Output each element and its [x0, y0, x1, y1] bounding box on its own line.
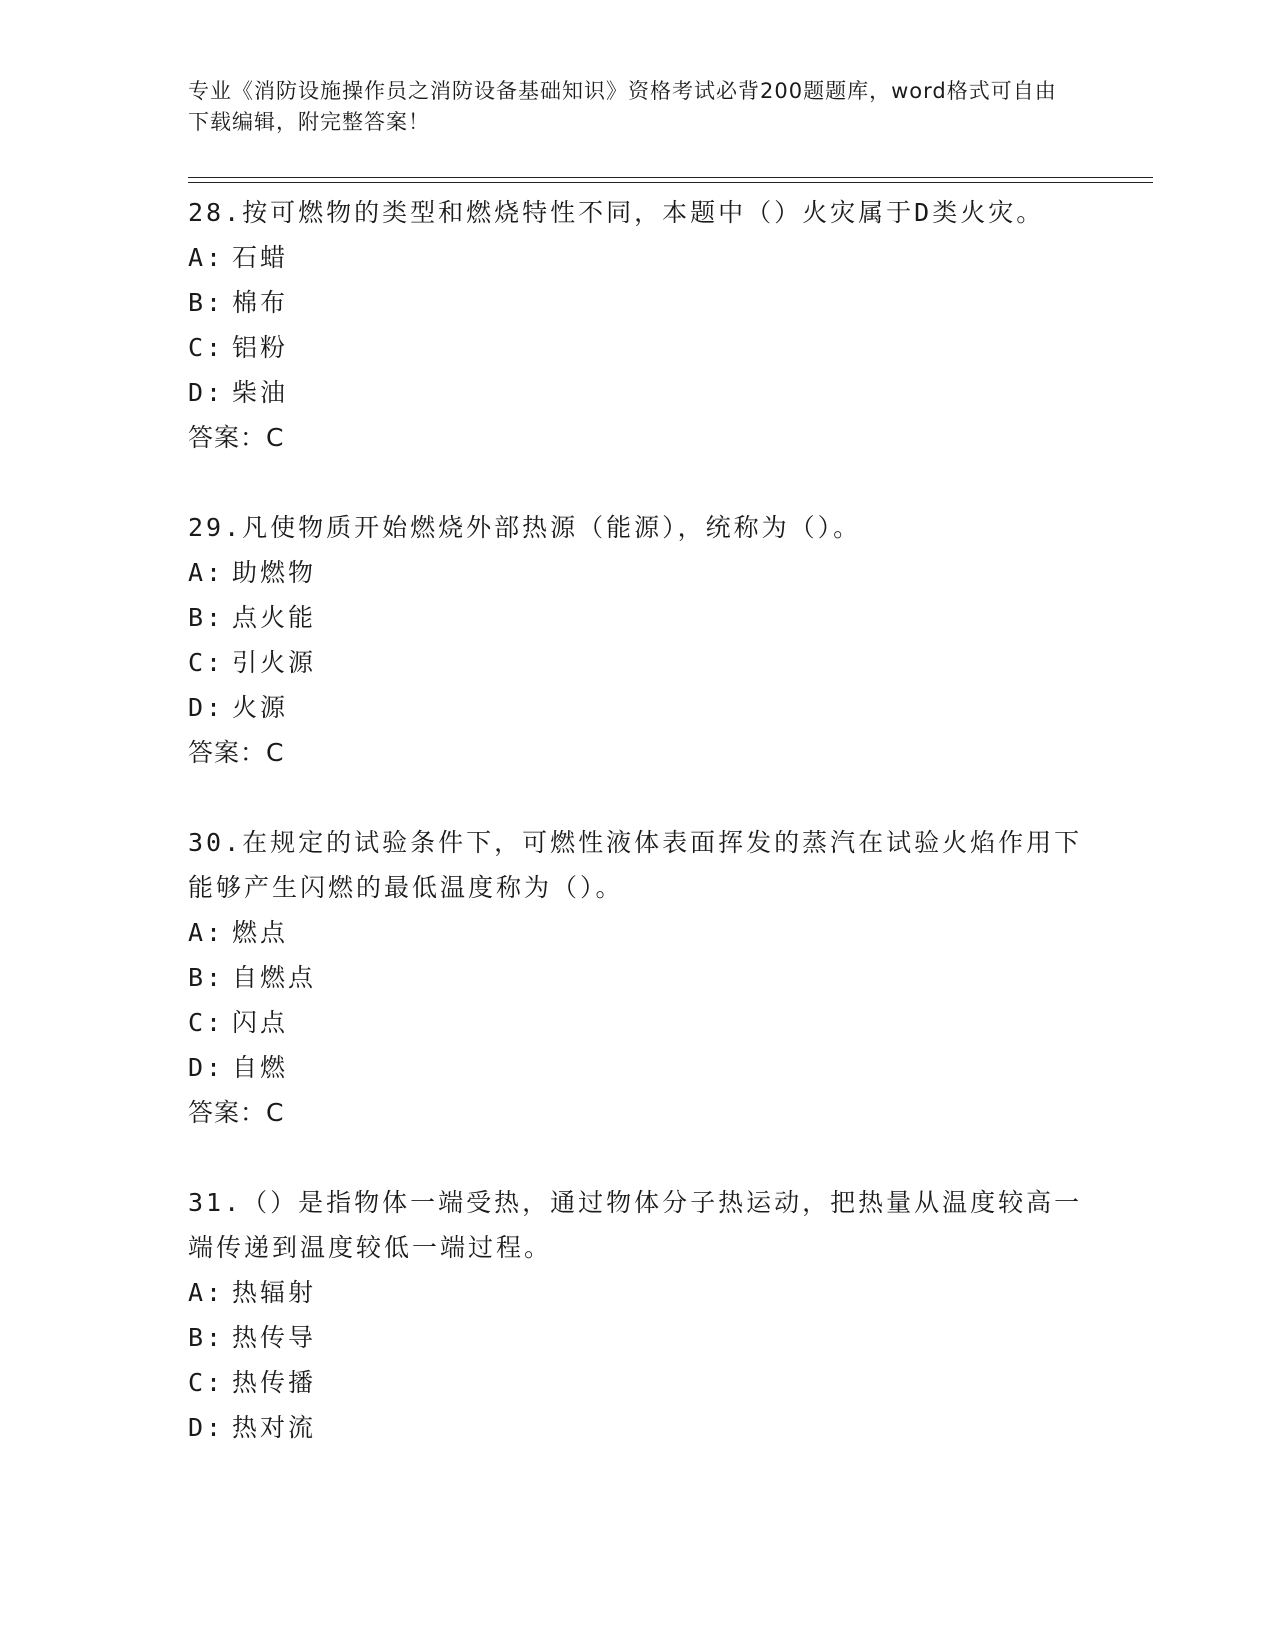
option-letter: C:	[188, 1368, 225, 1397]
option-a	[188, 910, 1088, 955]
header-divider-bottom	[188, 182, 1153, 183]
question-28	[188, 190, 1088, 460]
question-31	[188, 1180, 1088, 1450]
option-text: 自燃点	[232, 963, 317, 992]
option-letter: A:	[188, 918, 225, 947]
answer-line: 答案：C	[188, 1098, 285, 1127]
option-d	[188, 1045, 1088, 1090]
option-b	[188, 280, 1088, 325]
option-d	[188, 1405, 1088, 1450]
option-text: 棉布	[232, 288, 289, 317]
option-text: 闪点	[232, 1008, 289, 1037]
option-d	[188, 370, 1088, 415]
option-letter: C:	[188, 333, 225, 362]
option-c	[188, 1360, 1088, 1405]
question-stem: 31.（）是指物体一端受热，通过物体分子热运动，把热量从温度较高一端传递到温度较低一端过程。	[188, 1188, 1083, 1262]
option-a	[188, 1270, 1088, 1315]
option-letter: C:	[188, 648, 225, 677]
answer-line: 答案：C	[188, 423, 285, 452]
question-list	[188, 190, 1088, 1495]
option-text: 燃点	[232, 918, 289, 947]
option-a	[188, 550, 1088, 595]
option-letter: B:	[188, 963, 225, 992]
option-c	[188, 1000, 1088, 1045]
option-c	[188, 640, 1088, 685]
question-stem: 29.凡使物质开始燃烧外部热源（能源），统称为（）。	[188, 513, 862, 542]
option-text: 柴油	[232, 378, 289, 407]
option-letter: B:	[188, 1323, 225, 1352]
option-letter: A:	[188, 243, 225, 272]
answer-line: 答案：C	[188, 738, 285, 767]
option-letter: B:	[188, 288, 225, 317]
option-b	[188, 1315, 1088, 1360]
option-text: 热传导	[232, 1323, 317, 1352]
option-text: 热辐射	[232, 1278, 317, 1307]
option-letter: A:	[188, 1278, 225, 1307]
option-letter: B:	[188, 603, 225, 632]
option-letter: D:	[188, 1413, 225, 1442]
option-b	[188, 955, 1088, 1000]
option-letter: A:	[188, 558, 225, 587]
option-text: 热对流	[232, 1413, 317, 1442]
option-c	[188, 325, 1088, 370]
question-30	[188, 820, 1088, 1135]
option-text: 火源	[232, 693, 289, 722]
option-text: 自燃	[232, 1053, 289, 1082]
question-29	[188, 505, 1088, 775]
option-letter: C:	[188, 1008, 225, 1037]
option-text: 引火源	[232, 648, 317, 677]
option-b	[188, 595, 1088, 640]
document-header: 专业《消防设施操作员之消防设备基础知识》资格考试必背200题题库，word格式可自由下载编辑，附完整答案！	[188, 79, 1057, 134]
option-letter: D:	[188, 1053, 225, 1082]
option-text: 石蜡	[232, 243, 289, 272]
option-text: 热传播	[232, 1368, 317, 1397]
option-text: 助燃物	[232, 558, 317, 587]
option-a	[188, 235, 1088, 280]
question-stem: 28.按可燃物的类型和燃烧特性不同，本题中（）火灾属于D类火灾。	[188, 198, 1045, 227]
header-divider-top	[188, 177, 1153, 178]
option-letter: D:	[188, 693, 225, 722]
option-letter: D:	[188, 378, 225, 407]
option-text: 点火能	[232, 603, 317, 632]
question-stem: 30.在规定的试验条件下，可燃性液体表面挥发的蒸汽在试验火焰作用下能够产生闪燃的最低温度称为（）。	[188, 828, 1083, 902]
option-text: 铝粉	[232, 333, 289, 362]
option-d	[188, 685, 1088, 730]
